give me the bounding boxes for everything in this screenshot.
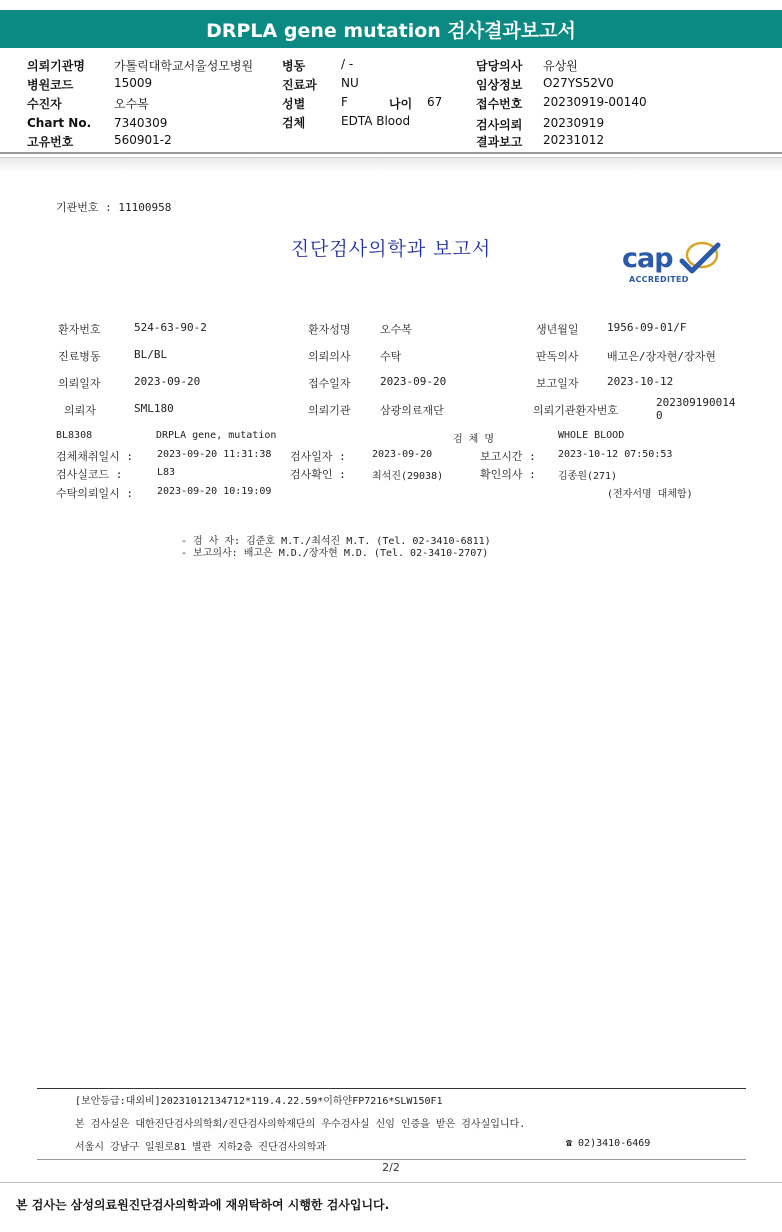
- header-value-clinical-info: O27YS52V0: [543, 76, 614, 90]
- header-label-hospital-code: 병원코드: [27, 78, 74, 92]
- label-test-checker: 검사확인 :: [290, 468, 346, 481]
- header-label-result-date: 결과보고: [476, 135, 523, 149]
- test-code: BL8308: [56, 430, 93, 441]
- address-line: 서울시 강남구 일원로81 별관 지하2층 진단검사의학과: [75, 1142, 327, 1153]
- header-value-result-date: 20231012: [543, 133, 605, 147]
- footer-bottom-rule: [37, 1159, 746, 1160]
- header-value-request-date: 20230919: [543, 116, 605, 130]
- value-birth: 1956-09-01/F: [607, 321, 687, 334]
- header-value-patient: 오수복: [114, 97, 149, 111]
- header-value-hospital-code: 15009: [114, 76, 153, 90]
- header-label-doctor: 담당의사: [476, 59, 523, 73]
- certification-line: 본 검사실은 대한진단검사의학회/진단검사의학재단의 우수검사실 신임 인증을 받은 검사실입니다.: [75, 1119, 526, 1130]
- header-divider: [0, 152, 782, 154]
- header-label-department: 진료과: [282, 78, 317, 92]
- header-value-doctor: 유상원: [543, 59, 578, 73]
- header-shadow: [0, 158, 782, 172]
- header-label-specimen: 검체: [282, 116, 306, 130]
- header-value-chart-no: 7340309: [114, 116, 168, 130]
- label-reader: 판독의사: [536, 350, 579, 363]
- header-label-chart-no: Chart No.: [27, 116, 92, 130]
- value-reader: 배고은/장자현/장자현: [607, 350, 716, 363]
- label-patient-no: 환자번호: [58, 323, 101, 336]
- label-ward: 진료병동: [58, 350, 101, 363]
- value-receive-date: 2023-09-20: [380, 375, 447, 388]
- phone-line: ☎ 02)3410-6469: [566, 1138, 651, 1149]
- label-consign-time: 수탁의뢰일시 :: [56, 487, 134, 500]
- header-value-department: NU: [341, 76, 359, 90]
- institution-number: 기관번호 : 11100958: [56, 201, 172, 214]
- value-lab-code: L83: [157, 467, 176, 478]
- label-request-date: 의뢰일자: [58, 377, 101, 390]
- label-requester: 의뢰자: [64, 404, 96, 417]
- electronic-signature-note: (전자서명 대체함): [607, 489, 693, 500]
- header-value-institution: 가톨릭대학교서울성모병원: [114, 59, 254, 73]
- cap-check-icon: [676, 241, 722, 277]
- test-name: DRPLA gene, mutation: [156, 430, 277, 441]
- value-test-checker: 최석진(29038): [372, 471, 444, 482]
- label-test-date: 검사일자 :: [290, 450, 346, 463]
- label-collect-time: 검체채취일시 :: [56, 450, 134, 463]
- security-line: [보안등급:대외비]20231012134712*119.4.22.59*이하얀FP7216*SLW150F1: [75, 1096, 443, 1107]
- lab-report-title: 진단검사의학과 보고서: [290, 238, 492, 260]
- header-label-clinical-info: 임상정보: [476, 78, 523, 92]
- header-value-specimen: EDTA Blood: [341, 114, 411, 128]
- header-label-age: 나이: [389, 97, 413, 111]
- value-request-patient-no: 202309190014: [656, 396, 736, 409]
- header-value-ward: / -: [341, 57, 354, 71]
- reporter-line: - 보고의사: 배고은 M.D./장자현 M.D. (Tel. 02-3410-2707): [181, 548, 489, 559]
- header-label-receipt-no: 접수번호: [476, 97, 523, 111]
- cap-accredited-logo: [622, 243, 722, 289]
- label-lab-code: 검사실코드 :: [56, 468, 123, 481]
- value-test-date: 2023-09-20: [372, 449, 433, 460]
- header-label-request-date: 검사의뢰: [476, 118, 523, 132]
- value-requester: SML180: [134, 402, 174, 415]
- label-request-doctor: 의뢰의사: [308, 350, 351, 363]
- value-patient-no: 524-63-90-2: [134, 321, 207, 334]
- value-collect-time: 2023-09-20 11:31:38: [157, 449, 272, 460]
- header-value-receipt-no: 20230919-00140: [543, 95, 647, 109]
- header-value-age: 67: [427, 95, 443, 109]
- label-patient-name: 환자성명: [308, 323, 351, 336]
- cap-logo-word: cap: [622, 243, 673, 274]
- label-birth: 생년월일: [536, 323, 579, 336]
- value-report-date: 2023-10-12: [607, 375, 674, 388]
- report-title: DRPLA gene mutation 검사결과보고서: [206, 19, 576, 42]
- value-ward: BL/BL: [134, 348, 168, 361]
- value-report-time: 2023-10-12 07:50:53: [558, 449, 673, 460]
- value-specimen-name: WHOLE BLOOD: [558, 430, 625, 441]
- value-patient-name: 오수복: [380, 323, 412, 336]
- header-label-institution: 의뢰기관명: [27, 59, 85, 73]
- report-title-bar: [0, 10, 782, 48]
- value-consign-time: 2023-09-20 10:19:09: [157, 486, 272, 497]
- footer-separator: [0, 1182, 782, 1183]
- label-report-time: 보고시간 :: [480, 450, 536, 463]
- header-label-patient: 수진자: [27, 97, 62, 111]
- label-specimen-name: 검 체 명: [453, 434, 495, 445]
- value-request-doctor: 수탁: [380, 350, 402, 363]
- value-request-patient-no-cont: 0: [656, 409, 663, 422]
- label-request-institution: 의뢰기관: [308, 404, 351, 417]
- value-request-institution: 삼광의료재단: [380, 404, 444, 417]
- footer-top-rule: [37, 1088, 746, 1089]
- header-label-sex: 성별: [282, 97, 306, 111]
- label-request-patient-no: 의뢰기관환자번호: [533, 404, 619, 417]
- outsourcing-note: 본 검사는 삼성의료원진단검사의학과에 재위탁하여 시행한 검사입니다.: [16, 1198, 390, 1212]
- label-report-date: 보고일자: [536, 377, 579, 390]
- header-label-unique-no: 고유번호: [27, 135, 74, 149]
- page-number: 2/2: [382, 1161, 400, 1174]
- value-request-date: 2023-09-20: [134, 375, 201, 388]
- label-confirm-doctor: 확인의사 :: [480, 468, 536, 481]
- header-value-sex: F: [341, 95, 348, 109]
- tester-line: - 검 사 자: 김준호 M.T./최석진 M.T. (Tel. 02-3410-6811): [181, 536, 491, 547]
- header-value-unique-no: 560901-2: [114, 133, 172, 147]
- label-receive-date: 접수일자: [308, 377, 351, 390]
- value-confirm-doctor: 김종원(271): [558, 471, 618, 482]
- header-label-ward: 병동: [282, 59, 306, 73]
- cap-logo-accredited: ACCREDITED: [629, 275, 689, 284]
